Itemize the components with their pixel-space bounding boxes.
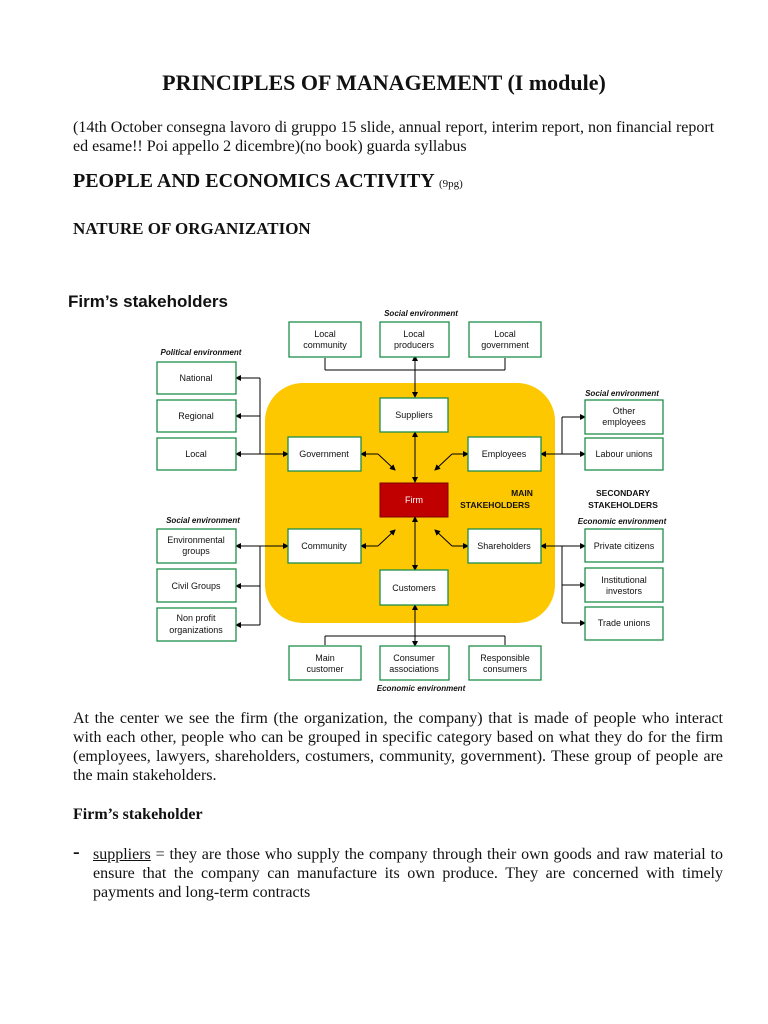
main-label-1: MAIN	[511, 488, 533, 498]
economic-right-box-1-label: Private citizens	[593, 541, 655, 551]
env-political: Political environment	[160, 348, 242, 357]
social-right-box-1-l1: Other	[612, 406, 636, 416]
env-social-left: Social environment	[166, 516, 240, 525]
bottom-box-3-l2: consumers	[482, 664, 528, 674]
economic-right-box-2	[585, 568, 663, 602]
government-label: Government	[299, 449, 349, 459]
social-left-box-3-l1: Non profit	[176, 613, 216, 623]
political-box-2-label: Regional	[178, 411, 214, 421]
top-box-2-l1: Local	[403, 329, 425, 339]
diagram-title: Firm’s stakeholders	[68, 292, 228, 311]
page-title: PRINCIPLES OF MANAGEMENT (I module)	[162, 70, 606, 95]
bottom-box-1-l2: customer	[306, 664, 344, 674]
political-box-3-label: Local	[185, 449, 207, 459]
course-note: (14th October consegna lavoro di gruppo 15 slide, annual report, interim report, non financial report ed esame!! Poi appello 2 dicembre)(no book) guarda syllabus	[73, 119, 715, 155]
env-social-right: Social environment	[585, 389, 659, 398]
suppliers-label: Suppliers	[395, 410, 433, 420]
bullet-dash: -	[73, 841, 80, 863]
community-label: Community	[301, 541, 347, 551]
bottom-box-2-l2: associations	[389, 664, 439, 674]
bottom-box-2-l1: Consumer	[393, 653, 435, 663]
customers-label: Customers	[392, 583, 436, 593]
bullet-term: suppliers	[93, 846, 151, 863]
secondary-label-1: SECONDARY	[596, 488, 650, 498]
bottom-box-2	[380, 646, 449, 680]
social-left-box-2-label: Civil Groups	[171, 581, 221, 591]
bullet-description: = they are those who supply the company through their own goods and raw material to ensure that the company can manufacture its own produce. They are concerned with timely payments and long-term contracts	[93, 846, 723, 901]
social-left-box-1-l2: groups	[182, 546, 210, 556]
stakeholder-heading: Firm’s stakeholder	[73, 806, 203, 823]
economic-right-box-2-l2: investors	[605, 586, 643, 596]
secondary-label-2: STAKEHOLDERS	[588, 500, 658, 510]
env-social-top: Social environment	[384, 309, 458, 318]
env-economic-bottom: Economic environment	[376, 684, 466, 693]
top-box-3-l2: government	[481, 340, 529, 350]
bottom-box-3-l1: Responsible	[480, 653, 530, 663]
env-economic-right: Economic environment	[577, 517, 667, 526]
intro-paragraph: At the center we see the firm (the organization, the company) that is made of people who interact with each other, people who can be grouped in specific category based on what they do for the firm (employees, lawyers, shareholders, costumers, community, government). These group of people are the main stakeholders.	[73, 710, 723, 784]
political-box-1-label: National	[179, 373, 213, 383]
economic-right-box-2-l1: Institutional	[601, 575, 647, 585]
top-box-2-l2: producers	[393, 340, 435, 350]
bullet-text	[93, 845, 723, 902]
social-right-box-1-l2: employees	[602, 417, 646, 427]
economic-right-box-3-label: Trade unions	[597, 618, 651, 628]
employees-label: Employees	[481, 449, 527, 459]
subsection-heading: NATURE OF ORGANIZATION	[73, 219, 311, 238]
list-item	[73, 841, 723, 902]
firm-label: Firm	[405, 495, 423, 505]
top-box-3-l1: Local	[494, 329, 516, 339]
shareholders-label: Shareholders	[477, 541, 531, 551]
top-box-1-l2: community	[303, 340, 347, 350]
bottom-box-1	[289, 646, 361, 680]
social-right-box-2-label: Labour unions	[595, 449, 653, 459]
section-heading-text: PEOPLE AND ECONOMICS ACTIVITY	[73, 170, 434, 192]
social-left-box-3-l2: organizations	[169, 625, 223, 635]
social-left-box-1-l1: Environmental	[167, 535, 225, 545]
section-pages: (9pg)	[438, 178, 463, 190]
top-box-1-l1: Local	[314, 329, 336, 339]
bottom-box-3	[469, 646, 541, 680]
main-label-2: STAKEHOLDERS	[460, 500, 530, 510]
bottom-box-1-l1: Main	[315, 653, 335, 663]
